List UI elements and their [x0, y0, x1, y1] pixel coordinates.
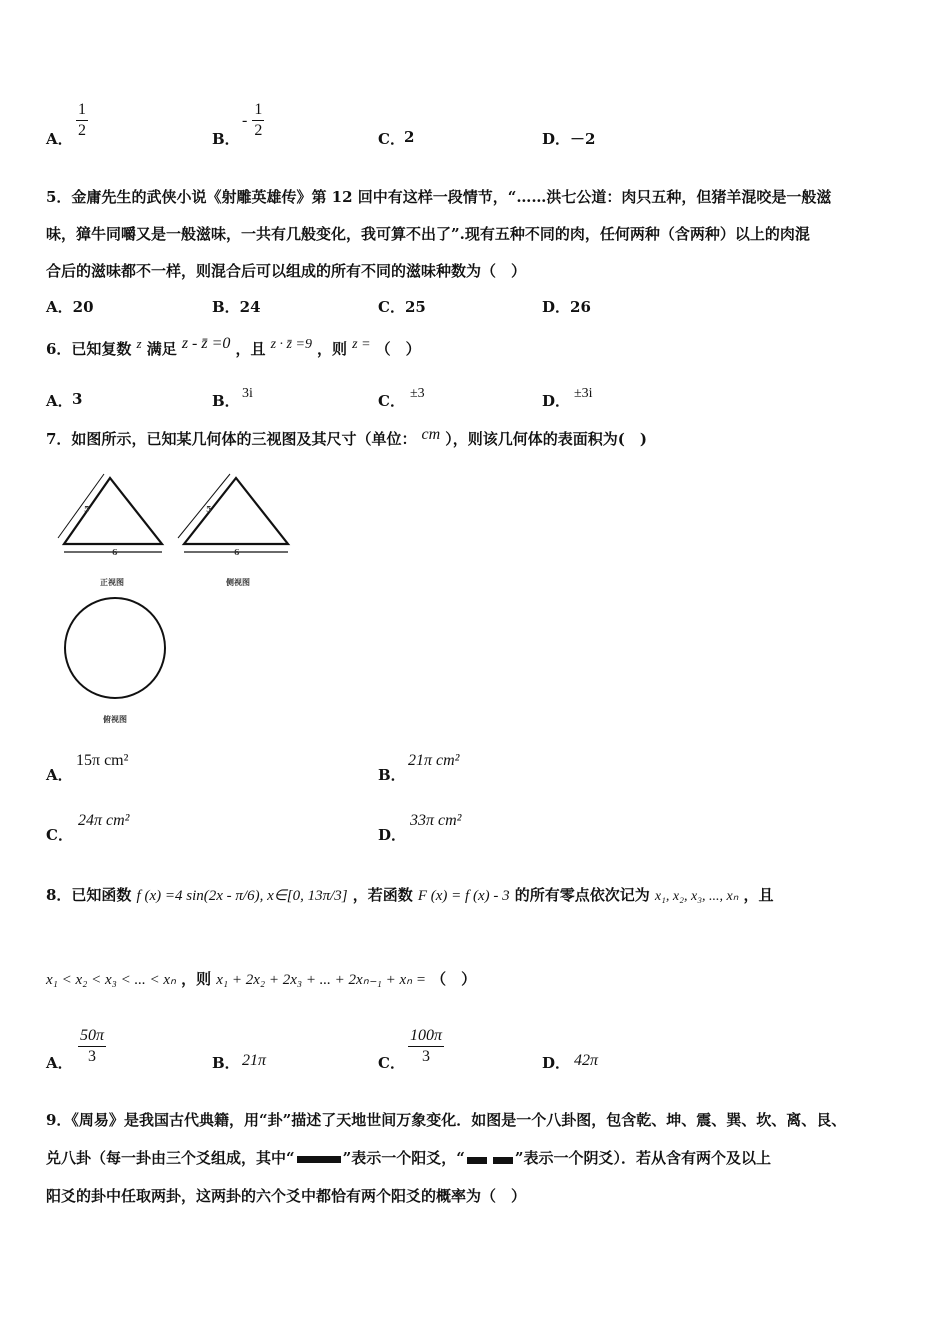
q4-option-b-value: - $\frac{1}{2}$ — [242, 101, 263, 139]
front-view — [58, 474, 162, 552]
q9-line-1: 9．《周易》是我国古代典籍，用“卦”描述了天地世间万象变化．如图是一个八卦图，包含乾、坤、震、巽、坎、离、艮、 — [46, 1111, 847, 1129]
q5-line-1: 5．金庸先生的武侠小说《射雕英雄传》第 12 回中有这样一段情节，“……洪七公道：肉只五种，但猪羊混咬是一般滋 — [46, 188, 832, 206]
side-view — [178, 474, 288, 552]
side-view-caption: 侧视图 — [226, 577, 250, 587]
front-slant-dim: 5 — [84, 504, 90, 514]
q8-option-d-label: D． — [542, 1054, 571, 1072]
q6-option-c-value: ±3 — [410, 386, 425, 401]
q8-option-b-value: 21π — [242, 1052, 267, 1069]
front-view-caption: 正视图 — [100, 577, 124, 587]
q5-option-c: C．25 — [378, 298, 426, 316]
q4-option-b-label: B． — [212, 130, 240, 148]
q4-option-d-label: D． — [542, 130, 571, 148]
top-view-caption: 俯视图 — [103, 714, 127, 724]
q5-option-d: D．26 — [542, 298, 591, 316]
q5-line-3: 合后的滋味都不一样，则混合后可以组成的所有不同的滋味种数为（ ） — [46, 262, 527, 280]
q6-option-b-label: B． — [212, 392, 240, 410]
q7-option-c-value: 24π cm² — [78, 812, 130, 829]
q6-option-a-label: A． — [46, 392, 73, 410]
q6-option-a-value: 3 — [72, 390, 83, 408]
q8-option-a-label: A． — [46, 1054, 73, 1072]
q9-line-2: 兑八卦（每一卦由三个爻组成，其中“ ”表示一个阳爻，“ ”表示一个阴爻）．若从含有两个及以上 — [46, 1149, 772, 1167]
q8-option-c-label: C． — [378, 1054, 405, 1072]
q5-option-b: B．24 — [212, 298, 261, 316]
side-base-dim: 6 — [234, 547, 240, 557]
q4-option-a-value: $\frac{1}{2}$ — [78, 101, 86, 139]
q8-option-c-value: $\frac{100\pi}{3}$ — [410, 1027, 443, 1065]
q8-stem-line-1: 8．已知函数 f (x) =4 sin(2x - π/6), x∈[0, 13π/3] ，若函数 F (x) = f (x) - 3 的所有零点依次记为 x₁, x₂, x₃, ..., xₙ ，且 — [46, 886, 774, 904]
q8-stem-line-2: x₁ < x₂ < x₃ < ... < xₙ ，则 x₁ + 2x₂ + 2x₃ + ... + 2xₙ₋₁ + xₙ = （ ） — [46, 970, 477, 988]
q8-option-d-value: 42π — [574, 1052, 599, 1069]
q7-option-a-value: 15π cm² — [76, 752, 129, 769]
q6-option-c-label: C． — [378, 392, 405, 410]
q7-option-b-label: B． — [378, 766, 406, 784]
q6-stem: 6．已知复数 $^z$ 满足 z - z̄ =0 ，且 z · z̄ =9 ，则 z = （ ） — [46, 335, 421, 358]
q5-line-2: 味，獐牛同嚼又是一般滋味，一共有几般变化，我可算不出了”.现有五种不同的肉，任何两种（含两种）以上的肉混 — [46, 225, 810, 243]
q6-option-b-value: 3i — [242, 386, 253, 401]
yang-yao-icon — [297, 1156, 341, 1163]
yin-yao-icon — [467, 1149, 513, 1169]
q8-option-a-value: $\frac{50\pi}{3}$ — [80, 1027, 105, 1065]
q7-option-a-label: A． — [46, 766, 73, 784]
q4-option-a-label: A． — [46, 130, 73, 148]
q7-stem: 7．如图所示，已知某几何体的三视图及其尺寸（单位： cm ），则该几何体的表面积为( ) — [46, 426, 647, 448]
q7-option-c-label: C． — [46, 826, 73, 844]
q7-option-d-label: D． — [378, 826, 407, 844]
front-base-dim: 6 — [112, 547, 118, 557]
q9-line-3: 阳爻的卦中任取两卦，这两卦的六个爻中都恰有两个阳爻的概率为（ ） — [46, 1187, 527, 1205]
q4-option-d-value: －2 — [570, 130, 596, 148]
q7-option-b-value: 21π cm² — [408, 752, 460, 769]
side-slant-dim: 5 — [206, 504, 212, 514]
q4-option-c-value: 2 — [404, 128, 415, 146]
q8-option-b-label: B． — [212, 1054, 240, 1072]
q4-option-c-label: C． — [378, 130, 405, 148]
top-view-circle — [65, 598, 165, 698]
q6-option-d-label: D． — [542, 392, 571, 410]
q6-option-d-value: ±3i — [574, 386, 593, 401]
q5-option-a: A．20 — [46, 298, 94, 316]
q7-option-d-value: 33π cm² — [410, 812, 462, 829]
